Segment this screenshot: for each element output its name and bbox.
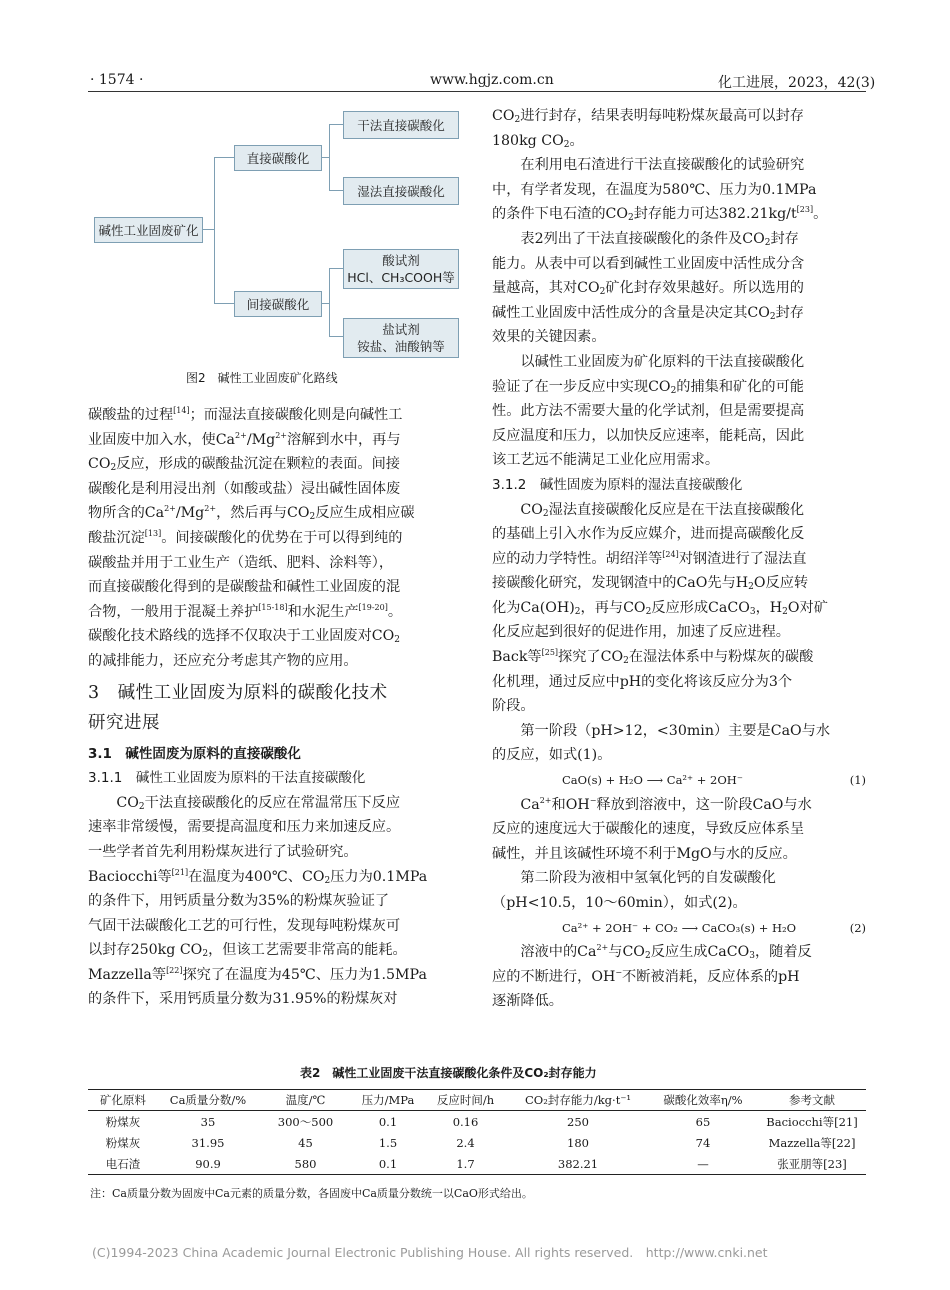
text-line: 接碳酸化研究，发现钢渣中的CaO先与$H_2O$反应转 (492, 575, 809, 593)
table-header-row (88, 1090, 866, 1111)
text-line: 的条件下，用钙质量分数为35%的粉煤灰验证了 (88, 893, 390, 910)
table-cell: 65 (695, 1114, 711, 1129)
text-line: 合物，一般用于混凝土养护[15-18]和水泥生产[19-20]。 (88, 602, 403, 620)
connector (329, 190, 343, 191)
text-line: 碳酸盐并用于工业生产（造纸、肥料、涂料等）， (88, 554, 394, 571)
table-cell: 90.9 (158, 1153, 258, 1175)
text-line: 碳酸盐的过程[14]；而湿法直接碳酸化则是向碱性工 (88, 406, 403, 423)
root-node: 碱性工业固废矿化 (94, 217, 203, 243)
table-cell: 250 (567, 1114, 589, 1129)
text-line: 验证了在一步反应中实现$CO_2$的捕集和矿化的可能 (492, 378, 804, 396)
text-line: Baciocchi等[21]在温度为400℃、$CO_2$压力为0.1MPa (88, 867, 428, 886)
connector (329, 268, 343, 269)
text-line: 中，有学者发现，在温度为580℃、压力为0.1MPa (492, 181, 817, 198)
table-header: 碳酸化效率η/% (648, 1090, 758, 1111)
table-header: 参考文献 (758, 1090, 866, 1111)
text-line: 碱性工业固废中活性成分的含量是决定其$CO_2$封存 (492, 304, 804, 322)
left-paragraph-2 (88, 791, 464, 1012)
equation-1 (492, 768, 866, 793)
text-line: 而直接碳酸化得到的是碳酸盐和碱性工业固废的混 (88, 579, 401, 596)
table-2 (88, 1089, 866, 1175)
connector (214, 303, 234, 304)
right-paragraph-8 (492, 866, 866, 915)
right-paragraph-6 (492, 719, 866, 768)
right-paragraph-3 (492, 227, 866, 350)
acid-reagent-node (343, 249, 459, 289)
text-line: 应的动力学特性。胡绍洋等[24]对钢渣进行了湿法直 (492, 549, 807, 567)
acid-title: 酸试剂 (382, 253, 420, 268)
section-3-1-heading: 3.1 碱性固废为原料的直接碳酸化 (88, 745, 301, 762)
equation-2-number: (2) (849, 920, 866, 935)
wet-node: 湿法直接碳酸化 (343, 177, 459, 205)
table-cell: 0.1 (378, 1114, 398, 1129)
table-cell: 粉煤灰 (105, 1135, 141, 1150)
text-line: 的减排能力，还应充分考虑其产物的应用。 (88, 652, 358, 669)
text-line: 速率非常缓慢，需要提高温度和压力来加速反应。 (88, 819, 401, 836)
text-line: 物所含的$Ca^{2+}/Mg^{2+}$，然后再与$CO_2$反应生成相应碳 (88, 504, 415, 523)
text-line: $CO_2$反应，形成的碳酸盐沉淀在颗粒的表面。间接 (88, 456, 400, 474)
table-cell: 张亚朋等[23] (758, 1153, 866, 1175)
table-cell: 2.4 (456, 1135, 475, 1150)
text-line: 的条件下电石渣的$CO_2$封存能力可达382.21kg/t[23]。 (492, 205, 828, 224)
salt-detail: 铵盐、油酸钠等 (357, 339, 445, 354)
text-line: 以碱性工业固废为矿化原料的干法直接碳酸化 (520, 353, 805, 370)
text-line: 化为$Ca(OH)_2$，再与$CO_2$反应形成CaCO$_3$，$H_2O$对矿 (492, 599, 828, 617)
ref: [14] (173, 406, 190, 415)
text-line: 化机理，通过反应中pH的变化将该反应分为3个 (492, 673, 793, 690)
text-line: 180kg $CO_2$。 (492, 132, 584, 150)
acid-detail: HCl、CH₃COOH等 (347, 270, 455, 285)
text-line: 阶段。 (492, 698, 535, 715)
text-line: 碱性，并且该碱性环境不利于MgO与水的反应。 (492, 845, 797, 862)
equation-1-body: CaO(s) + H₂O ⟶ Ca²⁺ + 2OH⁻ (562, 773, 743, 788)
table-cell: 电石渣 (88, 1153, 158, 1175)
salt-title: 盐试剂 (382, 322, 420, 337)
text-line: 能力。从表中可以看到碱性工业固废中活性成分含 (492, 255, 805, 272)
text-line: 碳酸化是利用浸出剂（如酸或盐）浸出碱性固体废 (88, 480, 401, 497)
table-header: Ca质量分数/% (158, 1090, 258, 1111)
text-line: 的基础上引入水作为反应媒介，进而提高碳酸化反 (492, 526, 805, 543)
text-line: 反应的速度远大于碳酸化的速度，导致反应体系呈 (492, 821, 805, 838)
table-cell: 1.5 (378, 1135, 398, 1150)
table-cell: 180 (567, 1135, 589, 1150)
right-paragraph-1 (492, 104, 866, 153)
section-3-line-1: 3 碱性工业固废为原料的碳酸化技术 (88, 682, 388, 703)
text-line: 在利用电石渣进行干法直接碳酸化的试验研究 (520, 157, 805, 174)
equation-1-number: (1) (849, 773, 866, 788)
section-3-1-1-heading: 3.1.1 碱性工业固废为原料的干法直接碳酸化 (88, 770, 366, 787)
salt-reagent-node (343, 318, 459, 358)
section-3-1-2-heading: 3.1.2 碱性固废为原料的湿法直接碳酸化 (492, 476, 743, 493)
connector (329, 124, 330, 190)
table-header: CO₂封存能力/kg·t⁻¹ (508, 1090, 648, 1111)
connector (202, 229, 214, 230)
text-line: 表2列出了干法直接碳酸化的条件及$CO_2$封存 (520, 230, 799, 248)
table-cell: Baciocchi等[21] (766, 1114, 858, 1129)
dry-node: 干法直接碳酸化 (343, 111, 459, 139)
table-caption: 表2 碱性工业固废干法直接碳酸化条件及CO₂封存能力 (300, 1066, 597, 1080)
text-line: 业固废中加入水，使$Ca^{2+}/Mg^{2+}$溶解到水中，再与 (88, 430, 401, 448)
figure-caption: 图2 碱性工业固废矿化路线 (186, 371, 338, 385)
text-line: 酸盐沉淀[13]。间接碳酸化的优势在于可以得到纯的 (88, 528, 403, 546)
direct-node: 直接碳酸化 (234, 145, 322, 171)
connector (329, 268, 330, 336)
text-line: Back等[25]探究了$CO_2$在湿法体系中与粉煤灰的碳酸 (492, 648, 814, 667)
table-cell: 580 (258, 1153, 353, 1175)
text-line: $CO_2$湿法直接碳酸化反应是在干法直接碳酸化 (520, 501, 805, 519)
equation-2-body: Ca²⁺ + 2OH⁻ + CO₂ ⟶ CaCO₃(s) + H₂O (562, 920, 797, 935)
table-row (88, 1111, 866, 1133)
text-line: 性。此方法不需要大量的化学试剂，但是需要提高 (492, 403, 805, 420)
table-header: 矿化原料 (88, 1090, 158, 1111)
text-line: 第二阶段为液相中氢氧化钙的自发碳酸化 (520, 870, 776, 887)
header-rule (88, 91, 866, 92)
text-line: 一些学者首先利用粉煤灰进行了试验研究。 (88, 843, 358, 860)
table-header: 温度/℃ (258, 1090, 353, 1111)
copyright-footer: (C)1994-2023 China Academic Journal Electronic Publishing House. All rights reserved. http://www.cnki.net (92, 1245, 768, 1260)
connector (321, 303, 329, 304)
journal-info: 化工进展，2023，42(3) (718, 75, 876, 91)
table-note: 注：Ca质量分数为固废中Ca元素的质量分数，各固废中Ca质量分数统一以CaO形式给出。 (90, 1187, 533, 1200)
right-paragraph-5 (492, 498, 866, 719)
table-cell: 74 (695, 1135, 711, 1150)
right-column (492, 104, 866, 1014)
text-line: （pH<10.5，10～60min），如式(2)。 (492, 895, 747, 911)
text-line: 的条件下，采用钙质量分数为31.95%的粉煤灰对 (88, 991, 398, 1008)
text-line: 效果的关键因素。 (492, 329, 606, 346)
table-cell: 45 (298, 1135, 313, 1150)
table-cell: 粉煤灰 (105, 1114, 141, 1129)
connector (214, 157, 215, 303)
text-line: 的反应，如式(1)。 (492, 747, 612, 764)
text-line: 逐渐降低。 (492, 993, 563, 1010)
table-cell: — (648, 1153, 758, 1175)
table-cell: Mazzella等[22] (768, 1135, 856, 1150)
text-line: 量越高，其对$CO_2$矿化封存效果越好。所以选用的 (492, 280, 804, 298)
left-column (88, 403, 464, 1012)
right-paragraph-2 (492, 153, 866, 227)
text-line: 溶液中的$Ca^{2+}$与$CO_2$反应生成CaCO$_3$，随着反 (520, 943, 812, 962)
text-line: Mazzella等[22]探究了在温度为45℃、压力为1.5MPa (88, 965, 427, 983)
text-line: 碳酸化技术路线的选择不仅取决于工业固废对$CO_2$ (88, 628, 400, 646)
table-header: 反应时间/h (423, 1090, 508, 1111)
table-cell: 0.16 (452, 1114, 479, 1129)
text-line: 化反应起到很好的促进作用，加速了反应进程。 (492, 624, 790, 641)
right-paragraph-7 (492, 793, 866, 867)
text-line: 应的不断进行，OH−不断被消耗，反应体系的pH (492, 967, 800, 985)
table-row (88, 1153, 866, 1175)
table-cell: 382.21 (508, 1153, 648, 1175)
table-row (88, 1132, 866, 1153)
page-number: · 1574 · (90, 72, 144, 88)
text-line: $CO_2$干法直接碳酸化的反应在常温常压下反应 (116, 794, 401, 812)
text-line: 第一阶段（pH>12，<30min）主要是CaO与水 (520, 722, 831, 739)
connector (321, 157, 329, 158)
text-line: 气固干法碳酸化工艺的可行性，发现每吨粉煤灰可 (88, 917, 401, 934)
connector (329, 336, 343, 337)
equation-2 (492, 916, 866, 941)
section-3-heading (88, 678, 464, 738)
table-cell: 1.7 (423, 1153, 508, 1175)
table-cell: 300～500 (277, 1114, 334, 1129)
right-paragraph-4 (492, 350, 866, 473)
right-paragraph-9 (492, 940, 866, 1014)
left-paragraph-1 (88, 403, 464, 674)
table-cell: 31.95 (191, 1135, 225, 1150)
table-cell: 0.1 (353, 1153, 423, 1175)
connector (329, 124, 343, 125)
indirect-node: 间接碳酸化 (234, 291, 322, 317)
table-cell: 35 (200, 1114, 216, 1129)
text-line: 反应温度和压力，以加快反应速率，能耗高，因此 (492, 427, 805, 444)
table-header: 压力/MPa (353, 1090, 423, 1111)
text-line: $CO_2$进行封存，结果表明每吨粉煤灰最高可以封存 (492, 108, 804, 125)
text-line: 以封存250kg $CO_2$，但该工艺需要非常高的能耗。 (88, 942, 407, 960)
journal-site: www.hgjz.com.cn (430, 72, 554, 88)
connector (214, 157, 234, 158)
text-line: 该工艺远不能满足工业化应用需求。 (492, 452, 720, 469)
text-line: $Ca^{2+}$和OH−释放到溶液中，这一阶段CaO与水 (520, 795, 812, 813)
section-3-line-2: 研究进展 (88, 712, 160, 733)
